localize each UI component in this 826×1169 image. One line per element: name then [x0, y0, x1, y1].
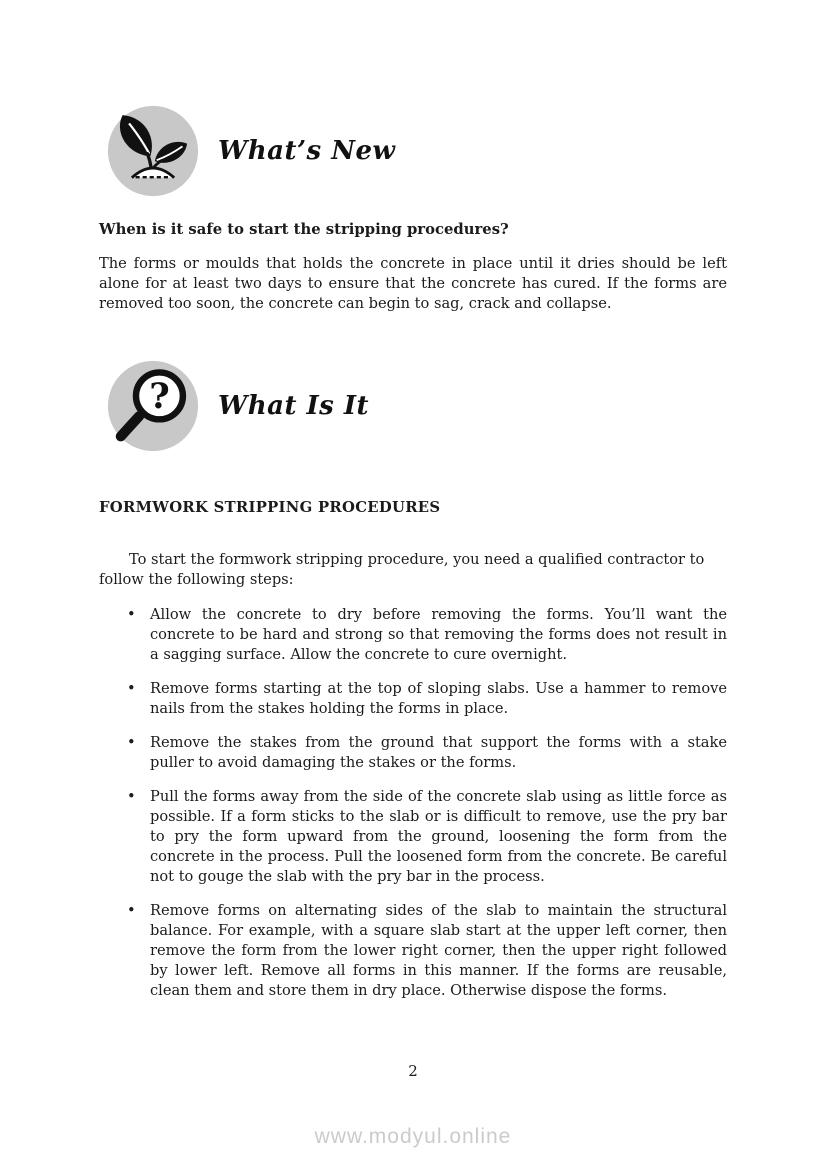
page-content — [99, 0, 727, 1015]
bullet-marker: • — [127, 902, 136, 919]
list-item-text: Remove forms starting at the top of sloping slabs. Use a hammer to remove nails from the stakes holding the forms in place. — [150, 680, 727, 717]
whats-new-header — [107, 105, 727, 197]
whats-new-title: What’s New — [218, 136, 396, 166]
list-item — [99, 679, 727, 719]
bullet-marker: • — [127, 788, 136, 805]
formwork-procedures-heading: FORMWORK STRIPPING PROCEDURES — [99, 499, 441, 516]
what-is-it-title: What Is It — [218, 391, 370, 421]
list-item — [99, 605, 727, 665]
stripping-question-heading: When is it safe to start the stripping procedures? — [99, 221, 509, 238]
list-item-text: Remove forms on alternating sides of the slab to maintain the structural balance. For example, with a square slab start at the upper left corner, then remove the form from the lower right corner, then the upper right followed by lower left. Remove all forms in this manner. If the forms are reusable, clean them and store them in dry place. Otherwise dispose the forms. — [150, 902, 727, 999]
list-item-text: Pull the forms away from the side of the concrete slab using as little force as possible. If a form sticks to the slab or is difficult to remove, use the pry bar to pry the form upward from the ground, loosening the form from the concrete in the process. Pull the loosened form from the concrete. Be careful not to gouge the slab with the pry bar in the process. — [150, 788, 727, 885]
procedures-intro-paragraph: To start the formwork stripping procedure, you need a qualified contractor to follow the following steps: — [99, 551, 705, 588]
list-item — [99, 901, 727, 1001]
list-item-text: Remove the stakes from the ground that support the forms with a stake puller to avoid damaging the stakes or the forms. — [150, 734, 727, 771]
watermark-text: www.modyul.online — [314, 1125, 512, 1148]
svg-text:?: ? — [149, 375, 170, 417]
list-item — [99, 787, 727, 887]
whats-new-paragraph: The forms or moulds that holds the concrete in place until it dries should be left alone for at least two days to ensure that the concrete has cured. If the forms are removed too soon, the concrete can begin to sag, crack and collapse. — [99, 255, 727, 312]
seedling-icon — [107, 105, 199, 197]
procedures-bullet-list — [99, 605, 727, 1001]
bullet-marker: • — [127, 606, 136, 623]
list-item-text: Allow the concrete to dry before removing the forms. You’ll want the concrete to be hard and strong so that removing the forms does not result in a sagging surface. Allow the concrete to cure overnight. — [150, 606, 727, 663]
magnifying-glass-question-icon — [107, 360, 199, 452]
list-item — [99, 733, 727, 773]
bullet-marker: • — [127, 680, 136, 697]
what-is-it-header — [107, 360, 727, 452]
bullet-marker: • — [127, 734, 136, 751]
page-number: 2 — [408, 1062, 418, 1080]
